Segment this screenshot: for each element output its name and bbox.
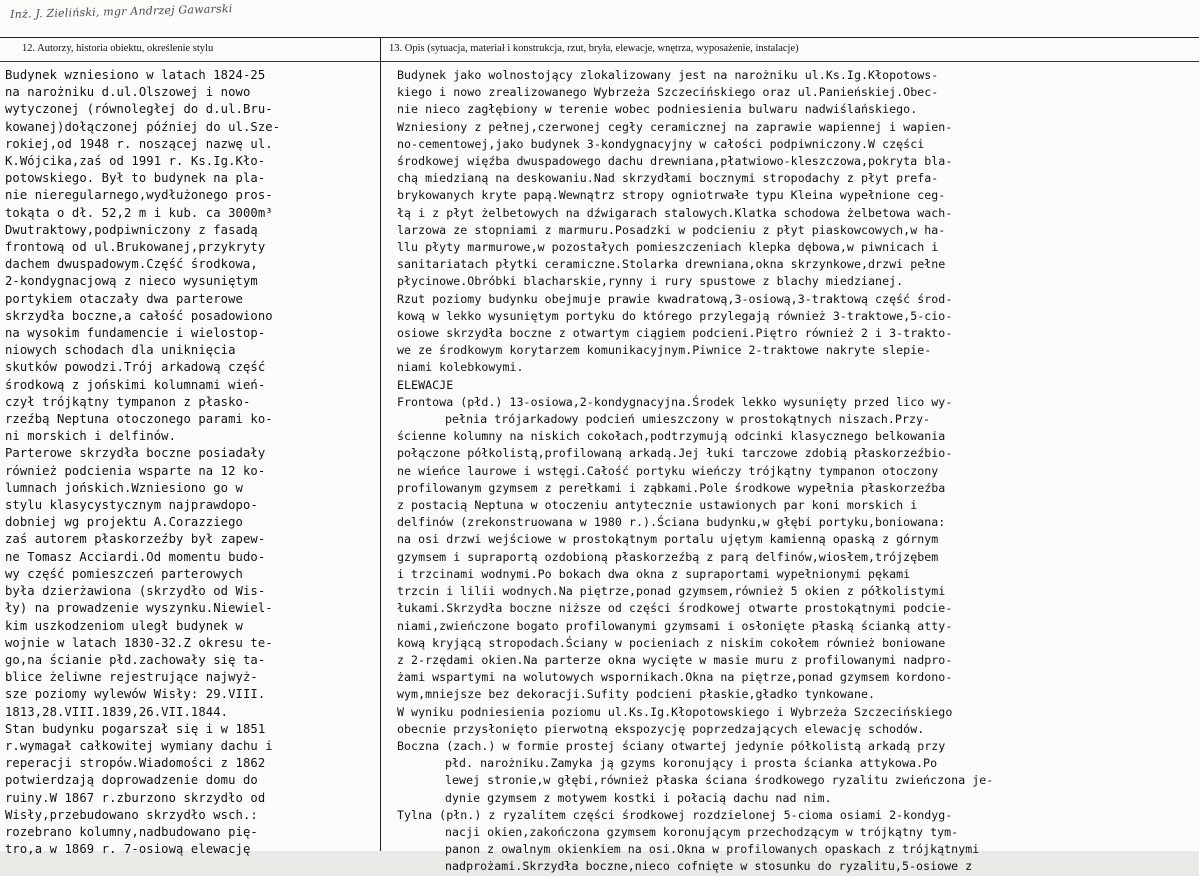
description-text-line: kową kryjącą stropodach.Ściany w pocieniach z niskim cokołem również boniowane: [397, 635, 946, 650]
history-text-line: go,na ścianie płd.zachowały się ta-: [5, 652, 266, 667]
history-text-line: kowanej)dołączonej później do ul.Sze-: [5, 119, 281, 134]
description-text-line: łą i z płyt żelbetowych na dźwigarach stalowych.Klatka schodowa żelbetowa wach-: [397, 205, 953, 220]
description-text-line: gzymsem i supraportą ozdobioną płaskorzeźbą z parą delfinów,wiosłem,trójzębem: [397, 549, 939, 564]
history-text-line: wytyczonej (równoległej do d.ul.Bru-: [5, 102, 273, 117]
description-text-line: ELEWACJE: [397, 377, 454, 392]
description-text-line: kiego i nowo zrealizowanego Wybrzeża Szczecińskiego oraz ul.Panieńskiej.Obec-: [397, 85, 939, 100]
history-text-line: czył trójkątny tympanon z płasko-: [5, 394, 251, 409]
history-text-line: wy część pomieszczeń parterowych: [5, 566, 243, 581]
description-text-line: nie nieco zagłębiony w terenie wobec podniesienia bulwaru nadwiślańskiego.: [397, 102, 918, 117]
description-text-line: Boczna (zach.) w formie prostej ściany otwartej jedynie półkolistą arkadą przy: [397, 738, 946, 753]
history-text-line: Budynek wzniesiono w latach 1824-25: [5, 68, 266, 82]
history-text-line: dachem dwuspadowym.Część środkowa,: [5, 257, 258, 272]
history-text-line: 1813,28.VIII.1839,26.VII.1844.: [5, 704, 229, 719]
column-divider: [380, 37, 381, 851]
description-text-column: [397, 67, 1197, 876]
description-text-line: z postacią Neptuna w otoczeniu antytecznie ustawionych par koni morskich i: [397, 498, 918, 513]
history-text-line: potowskiego. Był to budynek na pla-: [5, 171, 266, 186]
left-column-header: 12. Autorzy, historia obiektu, określenie stylu: [22, 43, 214, 54]
description-text-line: pełnia trójarkadowy podcień umieszczony w prostokątnych niszach.Przy-: [445, 412, 931, 427]
description-text-line: Tylna (płn.) z ryzalitem części środkowej rozdzielonej 5-cioma osiami 2-kondyg-: [397, 807, 953, 822]
history-text-line: zaś autorem płaskorzeźby był zapew-: [5, 532, 266, 547]
description-text-line: dynie gzymsem z motywem kostki i połacią dachu nad nim.: [445, 790, 832, 805]
history-text-line: ły) na prowadzenie wyszynku.Niewiel-: [5, 601, 273, 616]
description-text-line: osiowe skrzydła boczne z otwartym ciągiem podcieni.Piętro również 2 i 3-trakto-: [397, 326, 953, 341]
description-text-line: profilowanym gzymsem z perełkami i ząbkami.Pole środkowe wypełnia płaskorzeźba: [397, 480, 946, 495]
history-text-line: na narożniku d.ul.Olszowej i nowo: [5, 85, 251, 100]
description-text-line: brykowanych kryte papą.Wewnątrz stropy ogniotrwałe typu Kleina wypełnione ceg-: [397, 188, 946, 203]
description-text-line: llu płyty marmurowe,w pozostałych pomieszczeniach klepka dębowa,w piwnicach i: [397, 240, 939, 255]
handwritten-note: Inż. J. Zieliński, mgr Andrzej Gawarski: [10, 2, 233, 21]
description-text-line: Budynek jako wolnostojący zlokalizowany jest na narożniku ul.Ks.Ig.Kłopotows-: [397, 68, 939, 82]
description-text-line: sanitariatach płytki ceramiczne.Stolarka drewniana,okna skrzynkowe,drzwi pełne: [397, 257, 946, 272]
description-text-line: wym,mniejsze bez dekoracji.Sufity podcieni płaskie,gładko tynkowane.: [397, 687, 876, 702]
history-text-line: reperacji stropów.Wiadomości z 1862: [5, 756, 266, 771]
history-text-line: portykiem otaczały dwa parterowe: [5, 291, 243, 306]
description-text-line: z 2-rzędami okien.Na parterze okna wycięte w masie muru z profilowanymi nadpro-: [397, 652, 953, 667]
history-text-line: rozebrano kolumny,nadbudowano pię-: [5, 824, 258, 839]
description-text-line: obecnie przysłonięto pierwotną ekspozycję poprzedzających elewację schodów.: [397, 721, 925, 736]
description-text-line: W wyniku podniesienia poziomu ul.Ks.Ig.Kłopotowskiego i Wybrzeża Szczecińskiego: [397, 704, 953, 719]
history-text-line: Stan budynku pogarszał się i w 1851: [5, 721, 266, 736]
history-text-line: środkową z jońskimi kolumnami wień-: [5, 377, 266, 392]
history-text-line: rzeźbą Neptuna otoczonego parami ko-: [5, 412, 273, 427]
history-text-line: wojnie w latach 1830-32.Z okresu te-: [5, 635, 273, 650]
history-text-column: [5, 67, 377, 858]
right-header-rule: [381, 61, 1199, 62]
left-header-rule: [0, 61, 380, 62]
history-text-line: K.Wójcika,zaś od 1991 r. Ks.Ig.Kło-: [5, 154, 266, 169]
right-column-header: 13. Opis (sytuacja, materiał i konstrukcja, rzut, bryła, elewacje, wnętrza, wyposażenie, instalacje): [389, 43, 799, 54]
history-text-line: frontową od ul.Brukowanej,przykryty: [5, 240, 266, 255]
description-text-line: na osi drzwi wejściowe w prostokątnym portalu ujętym kamienną opaską z górnym: [397, 532, 939, 547]
history-text-line: r.wymagał całkowitej wymiany dachu i: [5, 738, 273, 753]
description-text-line: panon z owalnym okienkiem na osi.Okna w profilowanych opaskach z trójkątnymi: [445, 842, 980, 857]
description-text-line: nacji okien,zakończona gzymsem koronującym przechodzącym w trójkątny tym-: [445, 824, 959, 839]
description-text-line: łukami.Skrzydła boczne niższe od części środkowej otwarte prostokątnymi podcie-: [397, 601, 953, 616]
description-text-line: we ze środkowym korytarzem komunikacyjnym.Piwnice 2-traktowe nakryte slepie-: [397, 343, 932, 358]
history-text-line: lumnach jońskich.Wzniesiono go w: [5, 480, 243, 495]
description-text-line: Rzut poziomy budynku obejmuje prawie kwadratową,3-osiową,3-traktową część środ-: [397, 291, 953, 306]
history-text-line: skrzydła boczne,a całość posadowiono: [5, 308, 273, 323]
description-text-line: Wzniesiony z pełnej,czerwonej cegły ceramicznej na zaprawie wapiennej i wapien-: [397, 119, 953, 134]
history-text-line: również podcienia wsparte na 12 ko-: [5, 463, 266, 478]
description-text-line: ścienne kolumny na niskich cokołach,podtrzymują odcinki klasycznego belkowania: [397, 429, 946, 444]
history-text-line: rokiej,od 1948 r. noszącej nazwę ul.: [5, 136, 273, 151]
description-text-line: no-cementowej,jako budynek 3-kondygnacyjny w całości podpiwniczony.W części: [397, 136, 925, 151]
history-text-line: dobniej wg projektu A.Corazziego: [5, 515, 243, 530]
history-text-line: 2-kondygnacjową z nieco wysuniętym: [5, 274, 258, 289]
description-text-line: środkowej więźba dwuspadowego dachu drewniana,płatwiowo-kleszczowa,pokryta bla-: [397, 154, 953, 169]
description-text-line: i trzcinami wodnymi.Po bokach dwa okna z supraportami wypełnionymi pękami: [397, 566, 911, 581]
description-text-line: ne wieńce laurowe i wstęgi.Całość portyku wieńczy trójkątny tympanon otoczony: [397, 463, 939, 478]
history-text-line: ne Tomasz Acciardi.Od momentu budo-: [5, 549, 266, 564]
history-text-line: blice żeliwne rejestrujące najwyż-: [5, 670, 258, 685]
description-text-line: Frontowa (płd.) 13-osiowa,2-kondygnacyjna.Środek lekko wysunięty przed lico wy-: [397, 394, 953, 409]
history-text-line: niowych schodach dla uniknięcia: [5, 343, 236, 358]
header-rule: [0, 37, 1199, 38]
history-text-line: była dzierżawiona (skrzydło od Wis-: [5, 584, 266, 599]
description-text-line: płd. narożniku.Zamyka ją gzyms koronujący i prosta ścianka attykowa.Po: [445, 756, 938, 771]
history-text-line: tro,a w 1869 r. 7-osiową elewację: [5, 842, 251, 857]
history-text-line: ni morskich i delfinów.: [5, 429, 177, 444]
history-text-line: stylu klasycystycznym najprawdopo-: [5, 498, 258, 513]
history-text-line: na wysokim fundamencie i wielostop-: [5, 326, 266, 341]
description-text-line: niami,zwieńczone bogato profilowanymi gzymsami i osłonięte płaską ścianką atty-: [397, 618, 953, 633]
description-text-line: larzowa ze stopniami z marmuru.Posadzki w podcieniu z płyt piaskowcowych,w ha-: [397, 222, 946, 237]
description-text-line: żami wspartymi na wolutowych wspornikach.Okna na piętrze,ponad gzymsem kordono-: [397, 670, 953, 685]
description-text-line: niami kolebkowymi.: [397, 360, 524, 375]
history-text-line: nie nieregularnego,wydłużonego pros-: [5, 188, 273, 203]
description-text-line: lewej stronie,w głębi,również płaska ściana środkowego ryzalitu zwieńczona je-: [445, 773, 994, 788]
description-text-line: połączone półkolistą,profilowaną arkadą.Jej łuki tarczowe zdobią płaskorzeźbio-: [397, 446, 953, 461]
history-text-line: tokąta o dł. 52,2 m i kub. ca 3000m³: [5, 205, 273, 220]
description-text-line: delfinów (zrekonstruowana w 1980 r.).Ściana budynku,w głębi portyku,boniowana:: [397, 515, 946, 530]
history-text-line: Dwutraktowy,podpiwniczony z fasadą: [5, 222, 258, 237]
description-text-line: płycinowe.Obróbki blacharskie,rynny i rury spustowe z blachy miedzianej.: [397, 274, 904, 289]
history-text-line: potwierdzają doprowadzenie domu do: [5, 773, 258, 788]
description-text-line: chą miedzianą na deskowaniu.Nad skrzydłami bocznymi stropodachy z płyt prefa-: [397, 171, 939, 186]
history-text-line: ruiny.W 1867 r.zburzono skrzydło od: [5, 790, 266, 805]
history-text-line: sze poziomy wylewów Wisły: 29.VIII.: [5, 687, 266, 702]
history-text-line: Wisły,przebudowano skrzydło wsch.:: [5, 807, 258, 822]
history-text-line: skutków powodzi.Trój arkadową część: [5, 360, 266, 375]
description-text-line: kową w lekko wysuniętym portyku do którego przylegają również 3-traktowe,5-cio-: [397, 308, 953, 323]
description-text-line: trzcin i lilii wodnych.Na piętrze,ponad gzymsem,również 5 okien z półkolistymi: [397, 584, 946, 599]
description-text-line: nadprożami.Skrzydła boczne,nieco cofnięte w stosunku do ryzalitu,5-osiowe z: [445, 859, 973, 874]
history-text-line: Parterowe skrzydła boczne posiadały: [5, 446, 266, 461]
history-text-line: kim uszkodzeniom uległ budynek w: [5, 618, 243, 633]
